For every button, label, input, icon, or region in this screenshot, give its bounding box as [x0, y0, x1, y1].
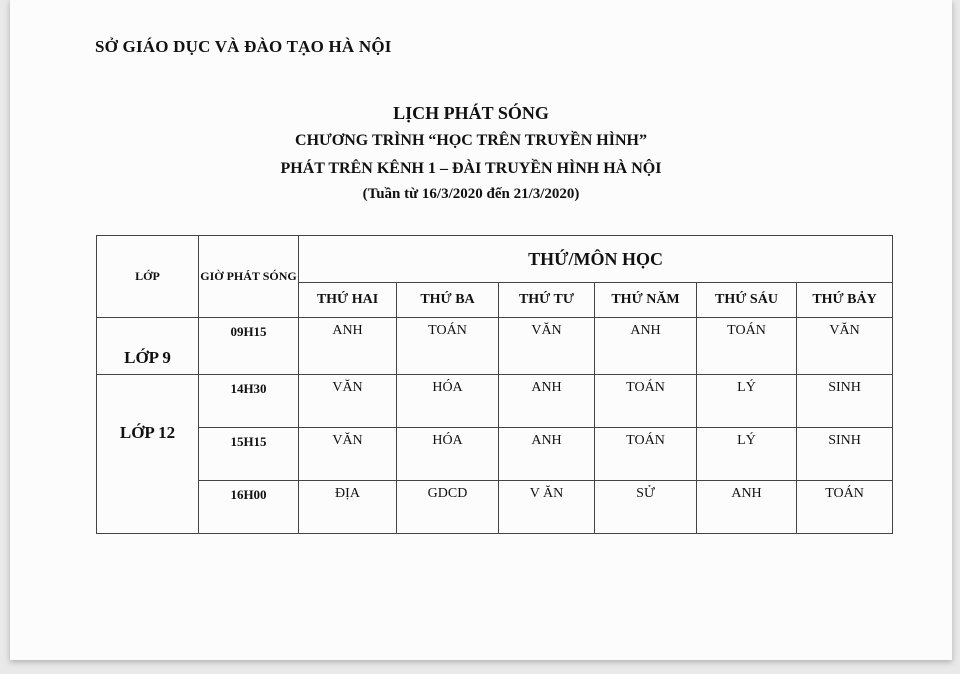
header-row-top	[97, 236, 893, 283]
header-day: THỨ NĂM	[595, 283, 697, 318]
header-grade: LỚP	[97, 236, 199, 318]
grade-cell: LỚP 9	[97, 318, 199, 375]
subject-cell: SINH	[797, 375, 893, 428]
subject-cell: ANH	[595, 318, 697, 375]
table-row	[97, 318, 893, 375]
subject-cell: TOÁN	[595, 428, 697, 481]
subject-cell: HÓA	[397, 375, 499, 428]
broadcast-schedule-table	[96, 235, 893, 534]
time-cell: 15H15	[199, 428, 299, 481]
subject-cell: LÝ	[697, 428, 797, 481]
subject-cell: VĂN	[797, 318, 893, 375]
subject-cell: ANH	[499, 375, 595, 428]
week-range: (Tuần từ 16/3/2020 đến 21/3/2020)	[362, 186, 580, 202]
subject-cell: VĂN	[299, 375, 397, 428]
subject-cell: TOÁN	[797, 481, 893, 534]
subject-cell: ANH	[299, 318, 397, 375]
channel-line: PHÁT TRÊN KÊNH 1 – ĐÀI TRUYỀN HÌNH HÀ NỘI	[280, 160, 662, 177]
header-day: THỨ HAI	[299, 283, 397, 318]
subject-cell: SINH	[797, 428, 893, 481]
time-cell: 16H00	[199, 481, 299, 534]
program-name: CHƯƠNG TRÌNH “HỌC TRÊN TRUYỀN HÌNH”	[295, 132, 647, 149]
subject-cell: ANH	[499, 428, 595, 481]
document-title: LỊCH PHÁT SÓNG	[393, 103, 549, 123]
table-row	[97, 481, 893, 534]
subject-cell: TOÁN	[595, 375, 697, 428]
header-day: THỨ BẢY	[797, 283, 893, 318]
header-day: THỨ TƯ	[499, 283, 595, 318]
document-page	[10, 0, 952, 660]
header-day: THỨ BA	[397, 283, 499, 318]
subject-cell: LÝ	[697, 375, 797, 428]
subject-cell: TOÁN	[397, 318, 499, 375]
subject-cell: ANH	[697, 481, 797, 534]
subject-cell: VĂN	[499, 318, 595, 375]
subject-cell: V ĂN	[499, 481, 595, 534]
grade-cell: LỚP 12	[97, 375, 199, 534]
subject-cell: HÓA	[397, 428, 499, 481]
table-row	[97, 428, 893, 481]
subject-cell: ĐỊA	[299, 481, 397, 534]
time-cell: 09H15	[199, 318, 299, 375]
table-row	[97, 375, 893, 428]
header-days-group: THỨ/MÔN HỌC	[299, 236, 893, 283]
subject-cell: TOÁN	[697, 318, 797, 375]
subject-cell: SỬ	[595, 481, 697, 534]
header-day: THỨ SÁU	[697, 283, 797, 318]
time-cell: 14H30	[199, 375, 299, 428]
subject-cell: VĂN	[299, 428, 397, 481]
subject-cell: GDCD	[397, 481, 499, 534]
header-time	[199, 236, 299, 318]
agency-name: SỞ GIÁO DỤC VÀ ĐÀO TẠO HÀ NỘI	[95, 37, 392, 56]
header-time-label: GIỜ PHÁT SÓNG	[200, 269, 297, 283]
